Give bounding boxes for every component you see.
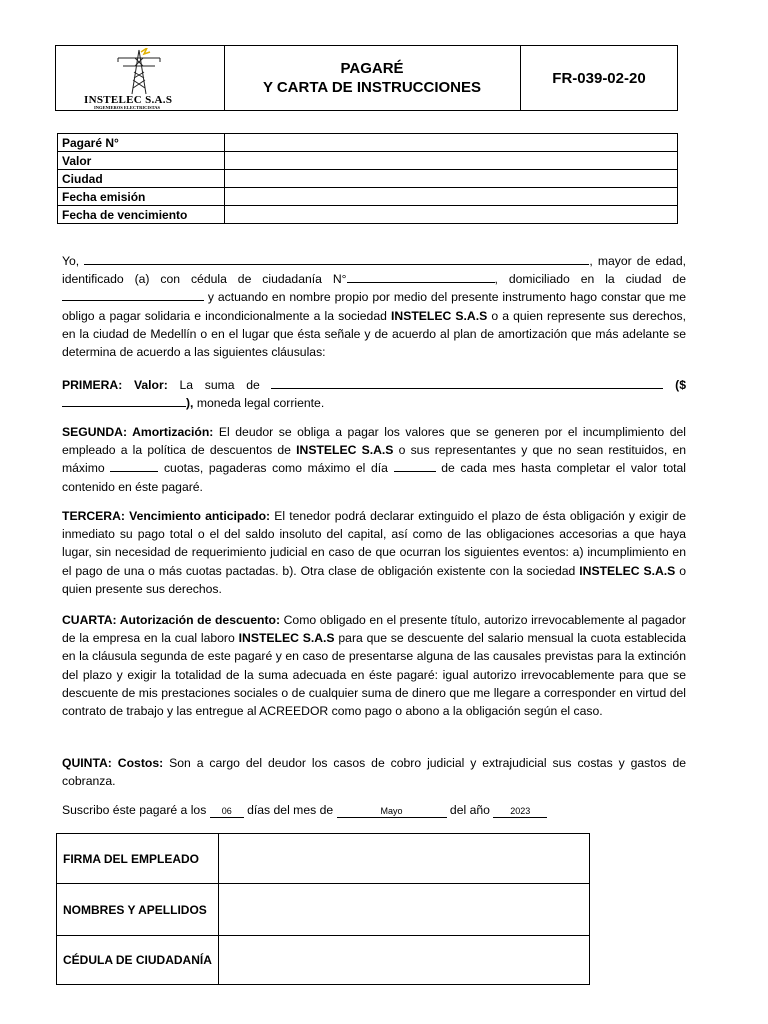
due-date-field[interactable] [225,206,678,224]
company-logo-subtitle: INGENIEROS ELECTRICISTAS [94,105,161,110]
row-label: NOMBRES Y APELLIDOS [57,884,219,936]
intro-paragraph: Yo, , mayor de edad, identificado (a) con cédula de ciudadanía N° , domiciliado en la ciudad de y actuando en nombre propio por medio del presente instrumento hago constar que me obligo a pagar solidaria e incondicionalmente a la sociedad INSTELEC S.A.S o a quien represente sus derechos, en la ciudad de Medellín o en el lugar que ésta señale y de acuerdo al plan de amortización que más adelante se determina de acuerdo a las siguientes cláusulas: [62,254,687,360]
row-label: Ciudad [58,170,225,188]
logo-cell [56,46,225,110]
clause-tercera: TERCERA: Vencimiento anticipado: El tenedor podrá declarar extinguido el plazo de ésta obligación y exigir de inmediato su pago total o el del saldo insoluto del capital, así como de las obligaciones accesorias a que haya lugar, sin necesidad de requerimiento judicial en caso de que ocurran los siguientes eventos: a) incumplimiento en el pago de una o más cuotas pactadas. b). Otra clase de obligación existente con la sociedad INSTELEC S.A.S o quien presente sus derechos. [62,509,687,596]
amount-number-blank[interactable] [62,394,186,407]
id-number-blank[interactable] [347,270,495,283]
city-blank[interactable] [62,288,204,301]
table-row [58,188,678,206]
document-title: PAGARÉ [340,60,404,77]
value-field[interactable] [225,152,678,170]
table-row [57,834,590,884]
signature-table [56,833,590,985]
day-field[interactable]: 06 [210,805,244,818]
issue-date-field[interactable] [225,188,678,206]
document-code: FR-039-02-20 [552,69,646,87]
row-label: Valor [58,152,225,170]
clause-primera: PRIMERA: Valor: La suma de ($), moneda legal corriente. [62,378,686,411]
clause-segunda: SEGUNDA: Amortización: El deudor se obliga a pagar los valores que se generen por el incumplimiento del empleado a la política de descuentos de INSTELEC S.A.S o sus representantes y que no sean restituidos, en máximo cuotas, pagaderas como máximo el día de cada mes hasta completar el valor total contenido en éste pagaré. [62,425,686,494]
promissory-info-table [57,133,678,224]
row-label: Fecha de vencimiento [58,206,225,224]
table-row [58,170,678,188]
document-header [55,45,678,111]
row-label: Fecha emisión [58,188,225,206]
name-blank[interactable] [84,252,589,265]
document-subtitle: Y CARTA DE INSTRUCCIONES [262,79,482,96]
pay-day-blank[interactable] [394,459,436,472]
full-name-field[interactable] [219,884,590,936]
pagare-number-field[interactable] [225,134,678,152]
signing-date-line: Suscribo éste pagaré a los 06 días del mes de Mayo del año 2023 [62,801,686,819]
transmission-tower-icon [114,48,164,96]
amount-words-blank[interactable] [271,376,663,389]
year-field[interactable]: 2023 [493,805,547,818]
id-card-field[interactable] [219,936,590,985]
clause-cuarta: CUARTA: Autorización de descuento: Como obligado en el presente título, autorizo irrevocablemente al pagador de la empresa en la cual laboro INSTELEC S.A.S para que se descuente del salario mensual la cuota establecida en la cláusula segunda de este pagaré y en caso de presentarse alguna de las causales previstas para la extinción del plazo y exigir la totalidad de la suma adecuada en éste pagaré: igual autorizo irrevocablemente para que se descuente de mis prestaciones sociales o de cualquier suma de dinero que me llegare a corresponder en virtud del contrato de trabajo y las entregue al ACREEDOR como pago o abono a la obligación según el caso. [62,613,686,719]
employee-signature-field[interactable] [219,834,590,884]
row-label: Pagaré N° [58,134,225,152]
table-row [58,206,678,224]
month-field[interactable]: Mayo [337,805,447,818]
city-field[interactable] [225,170,678,188]
title-cell [224,46,521,110]
table-row [58,134,678,152]
table-row [58,152,678,170]
row-label: CÉDULA DE CIUDADANÍA [57,936,219,985]
table-row [57,936,590,985]
clause-quinta: QUINTA: Costos: Son a cargo del deudor los casos de cobro judicial y extrajudicial sus costas y gastos de cobranza. [62,756,687,789]
row-label: FIRMA DEL EMPLEADO [57,834,219,884]
company-logo-name: INSTELEC S.A.S [84,94,173,106]
table-row [57,884,590,936]
installments-blank[interactable] [110,459,158,472]
